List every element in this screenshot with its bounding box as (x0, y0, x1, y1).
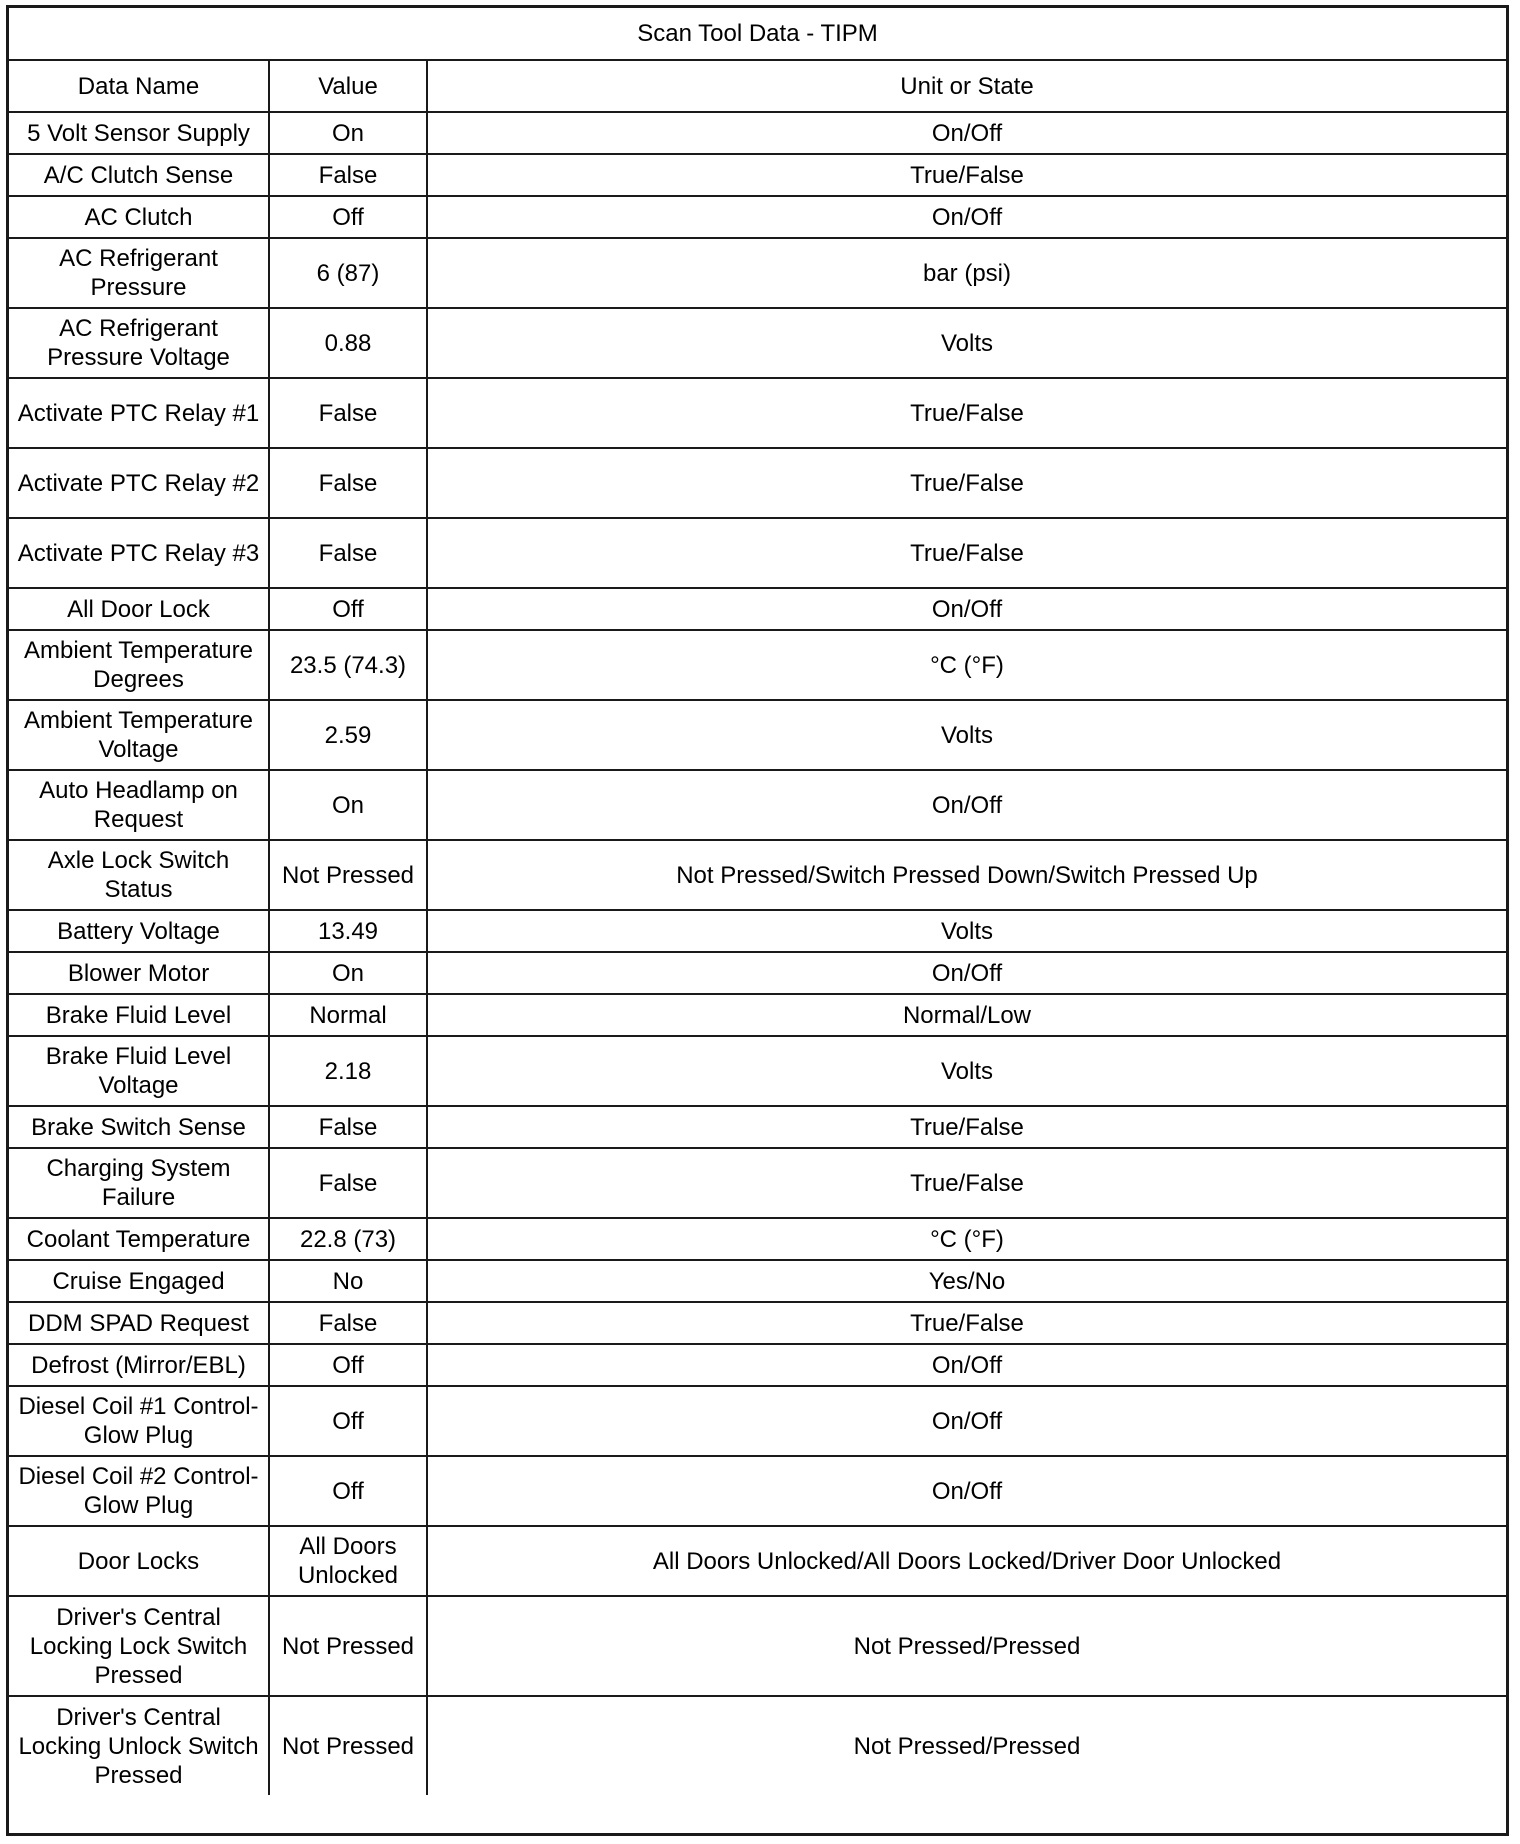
data-name-cell: Driver's Central Locking Lock Switch Pressed (9, 1596, 269, 1696)
unit-or-state-cell: On/Off (427, 588, 1506, 630)
data-name-cell: Blower Motor (9, 952, 269, 994)
table-title: Scan Tool Data - TIPM (9, 8, 1506, 60)
table-row (9, 1218, 1506, 1260)
data-name-cell: Ambient Temperature Degrees (9, 630, 269, 700)
unit-or-state-cell: On/Off (427, 1386, 1506, 1456)
value-cell: On (269, 952, 427, 994)
unit-or-state-cell: bar (psi) (427, 238, 1506, 308)
data-name-cell: Diesel Coil #1 Control-Glow Plug (9, 1386, 269, 1456)
value-cell: No (269, 1260, 427, 1302)
table-row (9, 1696, 1506, 1795)
data-name-cell: All Door Lock (9, 588, 269, 630)
scan-tool-table-frame (6, 5, 1509, 1836)
value-cell: False (269, 154, 427, 196)
value-cell: Off (269, 1386, 427, 1456)
value-cell: 2.59 (269, 700, 427, 770)
unit-or-state-cell: On/Off (427, 952, 1506, 994)
value-cell: 13.49 (269, 910, 427, 952)
table-row (9, 588, 1506, 630)
table-row (9, 1148, 1506, 1218)
value-cell: 2.18 (269, 1036, 427, 1106)
data-name-cell: Door Locks (9, 1526, 269, 1596)
table-row (9, 1302, 1506, 1344)
data-name-cell: Driver's Central Locking Unlock Switch Pressed (9, 1696, 269, 1795)
value-cell: On (269, 770, 427, 840)
unit-or-state-cell: True/False (427, 1302, 1506, 1344)
value-cell: Off (269, 1456, 427, 1526)
table-row (9, 1526, 1506, 1596)
value-cell: False (269, 1148, 427, 1218)
table-row (9, 518, 1506, 588)
table-body (9, 112, 1506, 1795)
value-cell: 6 (87) (269, 238, 427, 308)
data-name-cell: Coolant Temperature (9, 1218, 269, 1260)
table-row (9, 378, 1506, 448)
table-row (9, 154, 1506, 196)
table-row (9, 112, 1506, 154)
value-cell: Off (269, 196, 427, 238)
unit-or-state-cell: °C (°F) (427, 1218, 1506, 1260)
table-row (9, 1386, 1506, 1456)
value-cell: 0.88 (269, 308, 427, 378)
value-cell: False (269, 378, 427, 448)
data-name-cell: Activate PTC Relay #1 (9, 378, 269, 448)
column-header-data-name: Data Name (9, 60, 269, 112)
unit-or-state-cell: Yes/No (427, 1260, 1506, 1302)
value-cell: False (269, 1302, 427, 1344)
value-cell: 23.5 (74.3) (269, 630, 427, 700)
table-row (9, 952, 1506, 994)
data-name-cell: Auto Headlamp on Request (9, 770, 269, 840)
unit-or-state-cell: Volts (427, 700, 1506, 770)
data-name-cell: DDM SPAD Request (9, 1302, 269, 1344)
data-name-cell: Ambient Temperature Voltage (9, 700, 269, 770)
table-row (9, 238, 1506, 308)
table-row (9, 1106, 1506, 1148)
unit-or-state-cell: True/False (427, 518, 1506, 588)
data-name-cell: Brake Fluid Level Voltage (9, 1036, 269, 1106)
table-row (9, 1036, 1506, 1106)
table-row (9, 196, 1506, 238)
data-name-cell: Activate PTC Relay #2 (9, 448, 269, 518)
unit-or-state-cell: True/False (427, 1106, 1506, 1148)
data-name-cell: AC Refrigerant Pressure (9, 238, 269, 308)
table-row (9, 630, 1506, 700)
unit-or-state-cell: On/Off (427, 1456, 1506, 1526)
unit-or-state-cell: Normal/Low (427, 994, 1506, 1036)
table-row (9, 308, 1506, 378)
unit-or-state-cell: Volts (427, 1036, 1506, 1106)
data-name-cell: Cruise Engaged (9, 1260, 269, 1302)
table-row (9, 994, 1506, 1036)
value-cell: False (269, 448, 427, 518)
value-cell: On (269, 112, 427, 154)
unit-or-state-cell: On/Off (427, 770, 1506, 840)
data-name-cell: A/C Clutch Sense (9, 154, 269, 196)
table-row (9, 1456, 1506, 1526)
value-cell: Not Pressed (269, 1696, 427, 1795)
value-cell: Not Pressed (269, 1596, 427, 1696)
data-name-cell: Battery Voltage (9, 910, 269, 952)
value-cell: All Doors Unlocked (269, 1526, 427, 1596)
value-cell: False (269, 518, 427, 588)
data-name-cell: Brake Fluid Level (9, 994, 269, 1036)
value-cell: Off (269, 1344, 427, 1386)
unit-or-state-cell: Volts (427, 910, 1506, 952)
data-name-cell: AC Clutch (9, 196, 269, 238)
column-header-value: Value (269, 60, 427, 112)
value-cell: False (269, 1106, 427, 1148)
unit-or-state-cell: Not Pressed/Pressed (427, 1596, 1506, 1696)
unit-or-state-cell: On/Off (427, 112, 1506, 154)
unit-or-state-cell: Volts (427, 308, 1506, 378)
unit-or-state-cell: Not Pressed/Pressed (427, 1696, 1506, 1795)
unit-or-state-cell: True/False (427, 154, 1506, 196)
unit-or-state-cell: °C (°F) (427, 630, 1506, 700)
data-name-cell: Defrost (Mirror/EBL) (9, 1344, 269, 1386)
data-name-cell: Axle Lock Switch Status (9, 840, 269, 910)
unit-or-state-cell: All Doors Unlocked/All Doors Locked/Driver Door Unlocked (427, 1526, 1506, 1596)
column-header-unit-or-state: Unit or State (427, 60, 1506, 112)
data-name-cell: Brake Switch Sense (9, 1106, 269, 1148)
data-name-cell: 5 Volt Sensor Supply (9, 112, 269, 154)
data-name-cell: AC Refrigerant Pressure Voltage (9, 308, 269, 378)
value-cell: Off (269, 588, 427, 630)
data-name-cell: Activate PTC Relay #3 (9, 518, 269, 588)
unit-or-state-cell: True/False (427, 378, 1506, 448)
unit-or-state-cell: On/Off (427, 1344, 1506, 1386)
table-row (9, 910, 1506, 952)
scan-tool-data-table (9, 8, 1506, 1795)
data-name-cell: Charging System Failure (9, 1148, 269, 1218)
table-row (9, 770, 1506, 840)
table-row (9, 1260, 1506, 1302)
table-row (9, 448, 1506, 518)
unit-or-state-cell: True/False (427, 1148, 1506, 1218)
value-cell: Normal (269, 994, 427, 1036)
value-cell: Not Pressed (269, 840, 427, 910)
table-row (9, 840, 1506, 910)
table-row (9, 1596, 1506, 1696)
value-cell: 22.8 (73) (269, 1218, 427, 1260)
table-row (9, 700, 1506, 770)
unit-or-state-cell: True/False (427, 448, 1506, 518)
unit-or-state-cell: On/Off (427, 196, 1506, 238)
unit-or-state-cell: Not Pressed/Switch Pressed Down/Switch Pressed Up (427, 840, 1506, 910)
table-row (9, 1344, 1506, 1386)
data-name-cell: Diesel Coil #2 Control-Glow Plug (9, 1456, 269, 1526)
